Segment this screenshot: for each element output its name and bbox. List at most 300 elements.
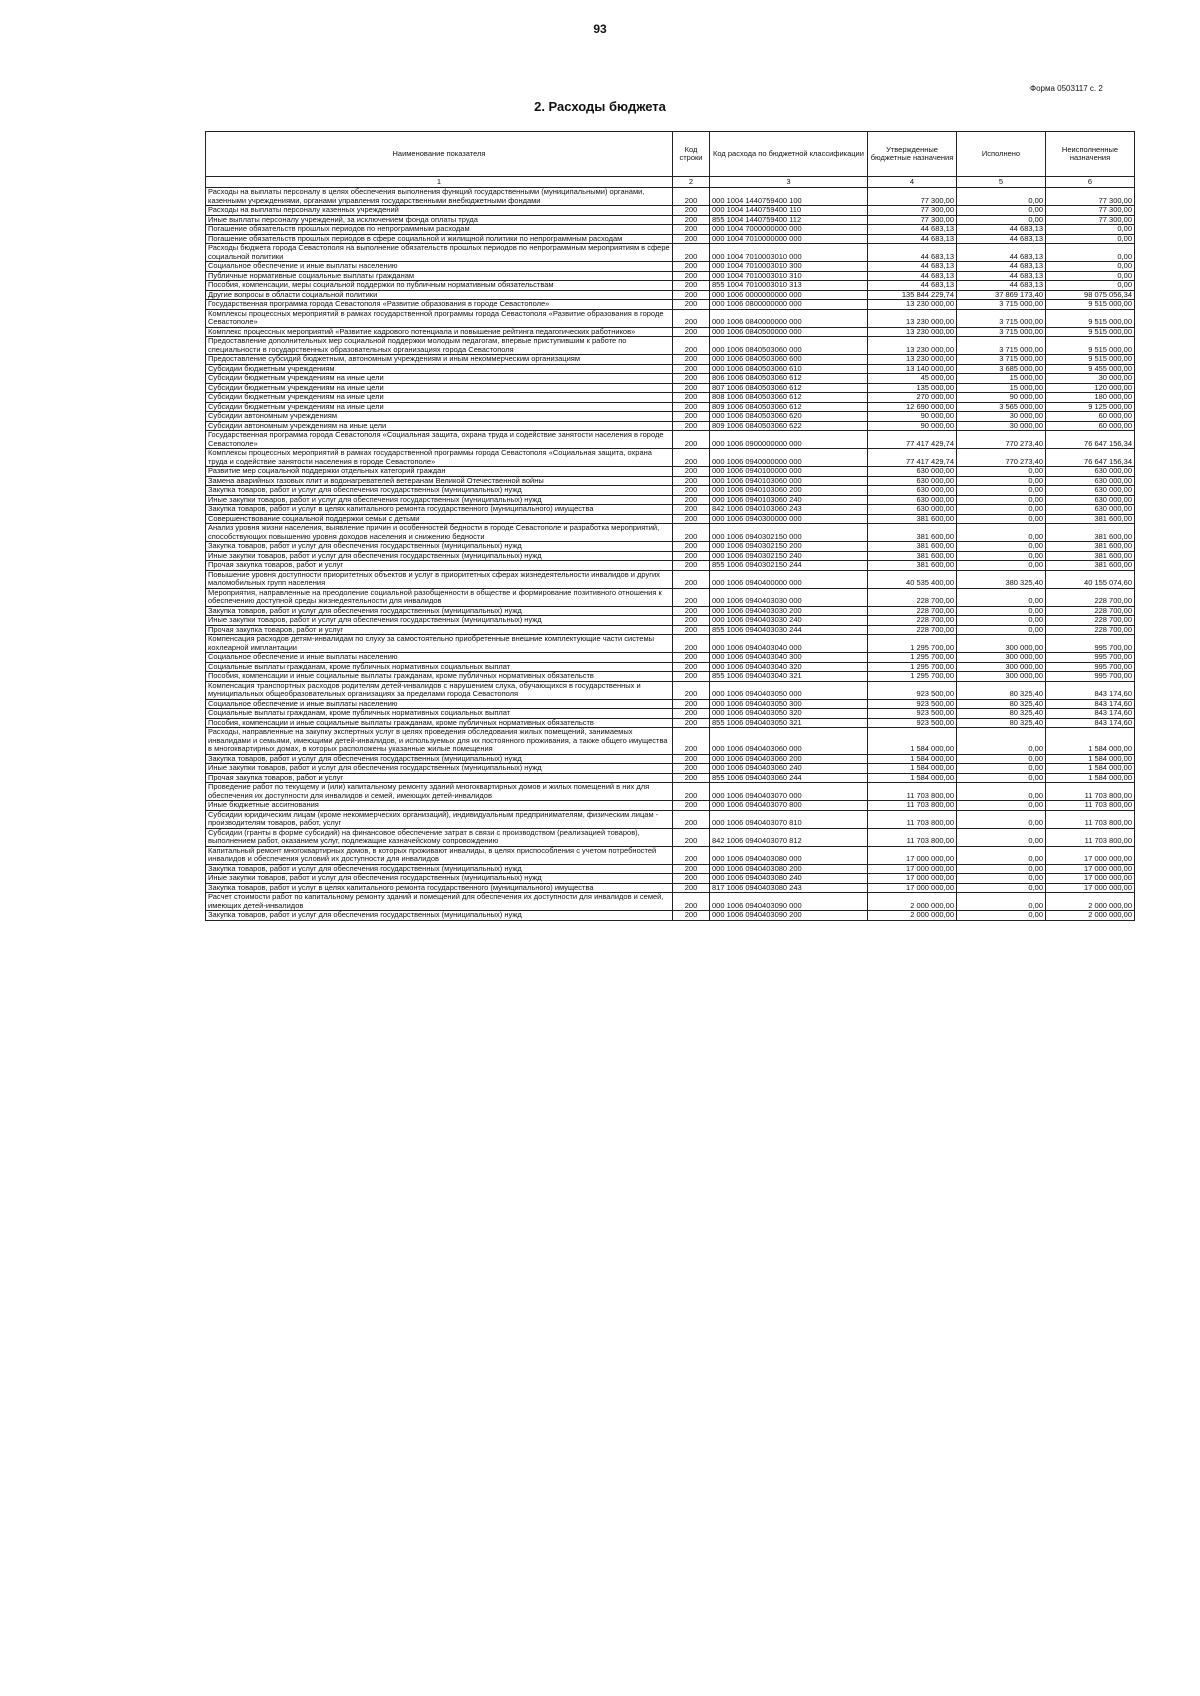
row-budget-code: 855 1004 1440759400 112 (710, 215, 868, 225)
row-unexecuted: 9 515 000,00 (1046, 337, 1135, 355)
row-executed: 0,00 (957, 588, 1046, 606)
row-approved: 11 703 800,00 (868, 783, 957, 801)
row-budget-code: 000 1004 7010003010 310 (710, 271, 868, 281)
row-budget-code: 000 1006 0940403070 800 (710, 801, 868, 811)
table-row (206, 337, 1135, 355)
row-approved: 45 000,00 (868, 374, 957, 384)
row-budget-code: 000 1006 0940403030 000 (710, 588, 868, 606)
row-budget-code: 000 1006 0940103060 000 (710, 476, 868, 486)
row-budget-code: 000 1006 0940300000 000 (710, 514, 868, 524)
row-approved: 11 703 800,00 (868, 810, 957, 828)
row-name: Проведение работ по текущему и (или) капитальному ремонту зданий многоквартирных домов и жилых помещений в них для обеспечения их доступности для инвалидов и семей, имеющих детей-инвалидов (206, 783, 673, 801)
table-row (206, 262, 1135, 272)
row-approved: 44 683,13 (868, 244, 957, 262)
row-name: Социальные выплаты гражданам, кроме публичных нормативных социальных выплат (206, 662, 673, 672)
row-budget-code: 000 1006 0940403040 300 (710, 653, 868, 663)
row-executed: 3 715 000,00 (957, 337, 1046, 355)
row-approved: 1 584 000,00 (868, 754, 957, 764)
row-name: Расчет стоимости работ по капитальному ремонту зданий и помещений для обеспечения их доступности для инвалидов и семей, имеющих детей-инвалидов (206, 893, 673, 911)
row-name: Предоставление субсидий бюджетным, автономным учреждениям и иным некоммерческим организациям (206, 355, 673, 365)
row-executed: 0,00 (957, 801, 1046, 811)
table-row (206, 764, 1135, 774)
row-name: Государственная программа города Севастополя «Социальная защита, охрана труда и содействие занятости населения в городе Севастополе» (206, 431, 673, 449)
row-approved: 923 500,00 (868, 681, 957, 699)
row-budget-code: 817 1006 0940403080 243 (710, 883, 868, 893)
row-unexecuted: 11 703 800,00 (1046, 783, 1135, 801)
row-line-code: 200 (673, 364, 710, 374)
row-budget-code: 808 1006 0840503060 612 (710, 393, 868, 403)
row-line-code: 200 (673, 402, 710, 412)
row-name: Погашение обязательств прошлых периодов по непрограммным расходам (206, 225, 673, 235)
row-approved: 11 703 800,00 (868, 801, 957, 811)
row-budget-code: 000 1006 0940302150 000 (710, 524, 868, 542)
row-name: Субсидии бюджетным учреждениям на иные цели (206, 393, 673, 403)
table-row (206, 374, 1135, 384)
row-approved: 1 295 700,00 (868, 635, 957, 653)
budget-expenses-table (205, 131, 1135, 921)
row-budget-code: 000 1006 0940400000 000 (710, 570, 868, 588)
row-approved: 228 700,00 (868, 606, 957, 616)
table-row (206, 846, 1135, 864)
row-name: Прочая закупка товаров, работ и услуг (206, 561, 673, 571)
row-approved: 77 300,00 (868, 188, 957, 206)
row-line-code: 200 (673, 281, 710, 291)
row-unexecuted: 630 000,00 (1046, 495, 1135, 505)
table-row (206, 431, 1135, 449)
column-number: 3 (710, 177, 868, 188)
row-unexecuted: 77 300,00 (1046, 188, 1135, 206)
row-unexecuted: 630 000,00 (1046, 476, 1135, 486)
row-approved: 11 703 800,00 (868, 828, 957, 846)
row-name: Публичные нормативные социальные выплаты гражданам (206, 271, 673, 281)
row-line-code: 200 (673, 290, 710, 300)
row-unexecuted: 1 584 000,00 (1046, 773, 1135, 783)
table-row (206, 355, 1135, 365)
table-row (206, 773, 1135, 783)
row-name: Социальные выплаты гражданам, кроме публичных нормативных социальных выплат (206, 709, 673, 719)
row-name: Развитие мер социальной поддержки отдельных категорий граждан (206, 467, 673, 477)
row-executed: 90 000,00 (957, 393, 1046, 403)
table-row (206, 551, 1135, 561)
table-row (206, 699, 1135, 709)
row-unexecuted: 381 600,00 (1046, 514, 1135, 524)
row-unexecuted: 1 584 000,00 (1046, 754, 1135, 764)
row-line-code: 200 (673, 431, 710, 449)
row-unexecuted: 995 700,00 (1046, 653, 1135, 663)
row-line-code: 200 (673, 653, 710, 663)
row-line-code: 200 (673, 206, 710, 216)
row-executed: 0,00 (957, 476, 1046, 486)
row-approved: 381 600,00 (868, 551, 957, 561)
row-unexecuted: 77 300,00 (1046, 215, 1135, 225)
table-row (206, 327, 1135, 337)
row-approved: 270 000,00 (868, 393, 957, 403)
row-line-code: 200 (673, 588, 710, 606)
row-line-code: 200 (673, 764, 710, 774)
row-name: Социальное обеспечение и иные выплаты населению (206, 699, 673, 709)
row-unexecuted: 1 584 000,00 (1046, 764, 1135, 774)
row-name: Прочая закупка товаров, работ и услуг (206, 625, 673, 635)
row-line-code: 200 (673, 911, 710, 921)
row-line-code: 200 (673, 699, 710, 709)
column-number-row (206, 177, 1135, 188)
row-name: Иные закупки товаров, работ и услуг для обеспечения государственных (муниципальных) нужд (206, 551, 673, 561)
table-row (206, 402, 1135, 412)
row-executed: 0,00 (957, 215, 1046, 225)
table-row (206, 606, 1135, 616)
row-line-code: 200 (673, 810, 710, 828)
row-budget-code: 000 1006 0940403090 200 (710, 911, 868, 921)
row-line-code: 200 (673, 476, 710, 486)
row-executed: 0,00 (957, 864, 1046, 874)
row-approved: 381 600,00 (868, 542, 957, 552)
row-line-code: 200 (673, 383, 710, 393)
row-approved: 40 535 400,00 (868, 570, 957, 588)
row-approved: 1 584 000,00 (868, 728, 957, 755)
row-name: Предоставление дополнительных мер социальной поддержки молодым педагогам, впервые приступившим к работе по специальности в государственных образовательных организациях города Севастополя (206, 337, 673, 355)
row-budget-code: 000 1006 0940403090 000 (710, 893, 868, 911)
row-executed: 80 325,40 (957, 709, 1046, 719)
row-name: Закупка товаров, работ и услуг для обеспечения государственных (муниципальных) нужд (206, 754, 673, 764)
row-name: Расходы на выплаты персоналу в целях обеспечения выполнения функций государственными (муниципальными) органами, казенными учреждениями, органами управления государственными внебюджетными фондами (206, 188, 673, 206)
row-budget-code: 000 1004 1440759400 100 (710, 188, 868, 206)
row-line-code: 200 (673, 355, 710, 365)
row-name: Закупка товаров, работ и услуг в целях капитального ремонта государственного (муниципального) имущества (206, 505, 673, 515)
row-unexecuted: 9 515 000,00 (1046, 309, 1135, 327)
row-approved: 13 230 000,00 (868, 337, 957, 355)
table-row (206, 486, 1135, 496)
row-unexecuted: 381 600,00 (1046, 524, 1135, 542)
row-line-code: 200 (673, 262, 710, 272)
row-name: Комплексы процессных мероприятий в рамках государственной программы города Севастополя «Развитие образования в городе Севастополе» (206, 309, 673, 327)
row-approved: 90 000,00 (868, 421, 957, 431)
row-executed: 80 325,40 (957, 718, 1046, 728)
row-line-code: 200 (673, 681, 710, 699)
row-approved: 90 000,00 (868, 412, 957, 422)
row-budget-code: 000 1004 7000000000 000 (710, 225, 868, 235)
row-budget-code: 000 1006 0940403080 240 (710, 874, 868, 884)
row-executed: 300 000,00 (957, 653, 1046, 663)
row-executed: 30 000,00 (957, 421, 1046, 431)
row-name: Комплекс процессных мероприятий «Развитие кадрового потенциала и повышение рейтинга педагогических работников» (206, 327, 673, 337)
row-name: Прочая закупка товаров, работ и услуг (206, 773, 673, 783)
row-approved: 13 140 000,00 (868, 364, 957, 374)
row-executed: 0,00 (957, 828, 1046, 846)
row-name: Социальное обеспечение и иные выплаты населению (206, 262, 673, 272)
row-executed: 37 869 173,40 (957, 290, 1046, 300)
row-executed: 300 000,00 (957, 672, 1046, 682)
row-executed: 300 000,00 (957, 635, 1046, 653)
row-name: Иные закупки товаров, работ и услуг для обеспечения государственных (муниципальных) нужд (206, 495, 673, 505)
row-executed: 0,00 (957, 616, 1046, 626)
row-line-code: 200 (673, 570, 710, 588)
row-executed: 0,00 (957, 467, 1046, 477)
row-budget-code: 000 1006 0940100000 000 (710, 467, 868, 477)
row-unexecuted: 2 000 000,00 (1046, 911, 1135, 921)
row-unexecuted: 843 174,60 (1046, 681, 1135, 699)
row-budget-code: 000 1006 0940403070 810 (710, 810, 868, 828)
row-unexecuted: 9 515 000,00 (1046, 327, 1135, 337)
row-line-code: 200 (673, 801, 710, 811)
row-line-code: 200 (673, 467, 710, 477)
row-unexecuted: 381 600,00 (1046, 561, 1135, 571)
row-unexecuted: 9 515 000,00 (1046, 300, 1135, 310)
row-unexecuted: 98 075 056,34 (1046, 290, 1135, 300)
row-line-code: 200 (673, 234, 710, 244)
row-line-code: 200 (673, 327, 710, 337)
header-row (206, 132, 1135, 177)
row-approved: 630 000,00 (868, 505, 957, 515)
row-budget-code: 000 1006 0940403040 320 (710, 662, 868, 672)
row-budget-code: 000 1006 0840503060 600 (710, 355, 868, 365)
row-unexecuted: 995 700,00 (1046, 672, 1135, 682)
row-executed: 380 325,40 (957, 570, 1046, 588)
row-name: Замена аварийных газовых плит и водонагревателей ветеранам Великой Отечественной войны (206, 476, 673, 486)
header-budget-code: Код расхода по бюджетной классификации (710, 132, 868, 177)
row-executed: 770 273,40 (957, 449, 1046, 467)
column-number: 1 (206, 177, 673, 188)
row-executed: 0,00 (957, 561, 1046, 571)
row-line-code: 200 (673, 635, 710, 653)
row-name: Субсидии юридическим лицам (кроме некоммерческих организаций), индивидуальным предпринимателям, физическим лицам - производителям товаров, работ, услуг (206, 810, 673, 828)
row-approved: 13 230 000,00 (868, 309, 957, 327)
row-executed: 44 683,13 (957, 271, 1046, 281)
row-name: Закупка товаров, работ и услуг для обеспечения государственных (муниципальных) нужд (206, 864, 673, 874)
column-number: 5 (957, 177, 1046, 188)
row-budget-code: 000 1006 0840503060 000 (710, 337, 868, 355)
table-row (206, 672, 1135, 682)
table-row (206, 393, 1135, 403)
table-row (206, 570, 1135, 588)
table-row (206, 514, 1135, 524)
row-approved: 17 000 000,00 (868, 874, 957, 884)
row-executed: 15 000,00 (957, 383, 1046, 393)
table-row (206, 874, 1135, 884)
row-unexecuted: 228 700,00 (1046, 588, 1135, 606)
table-row (206, 364, 1135, 374)
row-executed: 15 000,00 (957, 374, 1046, 384)
row-unexecuted: 9 125 000,00 (1046, 402, 1135, 412)
row-name: Иные закупки товаров, работ и услуг для обеспечения государственных (муниципальных) нужд (206, 764, 673, 774)
row-name: Субсидии автономным учреждениям (206, 412, 673, 422)
table-row (206, 681, 1135, 699)
row-name: Иные выплаты персоналу учреждений, за исключением фонда оплаты труда (206, 215, 673, 225)
row-approved: 44 683,13 (868, 262, 957, 272)
row-executed: 0,00 (957, 911, 1046, 921)
row-line-code: 200 (673, 514, 710, 524)
row-unexecuted: 1 584 000,00 (1046, 728, 1135, 755)
column-number: 2 (673, 177, 710, 188)
column-number: 4 (868, 177, 957, 188)
row-approved: 44 683,13 (868, 281, 957, 291)
row-approved: 13 230 000,00 (868, 327, 957, 337)
row-unexecuted: 30 000,00 (1046, 374, 1135, 384)
row-executed: 3 715 000,00 (957, 327, 1046, 337)
row-budget-code: 000 1006 0940403050 000 (710, 681, 868, 699)
row-budget-code: 855 1006 0940403060 244 (710, 773, 868, 783)
row-budget-code: 000 1006 0840503060 610 (710, 364, 868, 374)
row-approved: 77 300,00 (868, 206, 957, 216)
row-approved: 2 000 000,00 (868, 893, 957, 911)
row-name: Государственная программа города Севастополя «Развитие образования в городе Севастополе» (206, 300, 673, 310)
row-line-code: 200 (673, 846, 710, 864)
row-unexecuted: 17 000 000,00 (1046, 883, 1135, 893)
table-row (206, 588, 1135, 606)
table-row (206, 718, 1135, 728)
row-unexecuted: 76 647 156,34 (1046, 431, 1135, 449)
row-budget-code: 000 1006 0000000000 000 (710, 290, 868, 300)
table-row (206, 801, 1135, 811)
row-approved: 630 000,00 (868, 476, 957, 486)
row-executed: 0,00 (957, 874, 1046, 884)
row-line-code: 200 (673, 225, 710, 235)
table-row (206, 383, 1135, 393)
header-approved: Утвержденные бюджетные назначения (868, 132, 957, 177)
row-unexecuted: 17 000 000,00 (1046, 874, 1135, 884)
row-name: Закупка товаров, работ и услуг для обеспечения государственных (муниципальных) нужд (206, 911, 673, 921)
row-approved: 228 700,00 (868, 588, 957, 606)
row-budget-code: 000 1006 0940403060 200 (710, 754, 868, 764)
row-budget-code: 000 1006 0940103060 240 (710, 495, 868, 505)
row-budget-code: 000 1006 0940403050 320 (710, 709, 868, 719)
row-budget-code: 000 1006 0940403030 240 (710, 616, 868, 626)
row-line-code: 200 (673, 524, 710, 542)
row-executed: 0,00 (957, 495, 1046, 505)
table-row (206, 728, 1135, 755)
row-name: Мероприятия, направленные на преодоление социальной разобщенности в обществе и формирование позитивного отношения к обеспечению доступной среды жизнедеятельности для инвалидов (206, 588, 673, 606)
table-row (206, 828, 1135, 846)
table-row (206, 893, 1135, 911)
row-executed: 0,00 (957, 773, 1046, 783)
table-row (206, 883, 1135, 893)
row-line-code: 200 (673, 215, 710, 225)
row-executed: 80 325,40 (957, 699, 1046, 709)
row-name: Иные закупки товаров, работ и услуг для обеспечения государственных (муниципальных) нужд (206, 616, 673, 626)
table-row (206, 225, 1135, 235)
row-executed: 3 685 000,00 (957, 364, 1046, 374)
row-name: Компенсация транспортных расходов родителям детей-инвалидов с нарушением слуха, обучающихся в государственных и муниципальных общеобразовательных организациях за пределами города Севастополя (206, 681, 673, 699)
row-executed: 0,00 (957, 551, 1046, 561)
row-budget-code: 000 1004 7010000000 000 (710, 234, 868, 244)
table-row (206, 244, 1135, 262)
row-name: Субсидии бюджетным учреждениям на иные цели (206, 402, 673, 412)
row-executed: 44 683,13 (957, 281, 1046, 291)
row-executed: 3 715 000,00 (957, 309, 1046, 327)
row-executed: 0,00 (957, 625, 1046, 635)
row-line-code: 200 (673, 662, 710, 672)
row-executed: 0,00 (957, 524, 1046, 542)
row-budget-code: 000 1006 0940000000 000 (710, 449, 868, 467)
table-row (206, 449, 1135, 467)
row-unexecuted: 0,00 (1046, 225, 1135, 235)
row-name: Анализ уровня жизни населения, выявление причин и особенностей бедности в городе Севастополе и разработка мероприятий, способствующих повышению уровня доходов населения и снижению бедности (206, 524, 673, 542)
row-unexecuted: 60 000,00 (1046, 421, 1135, 431)
row-executed: 44 683,13 (957, 234, 1046, 244)
row-name: Компенсация расходов детям-инвалидам по слуху за самостоятельно приобретенные внешние комплектующие части системы кохлеарной имплантации (206, 635, 673, 653)
row-unexecuted: 228 700,00 (1046, 625, 1135, 635)
table-row (206, 709, 1135, 719)
row-budget-code: 855 1006 0940302150 244 (710, 561, 868, 571)
row-name: Закупка товаров, работ и услуг для обеспечения государственных (муниципальных) нужд (206, 486, 673, 496)
row-budget-code: 000 1004 7010003010 300 (710, 262, 868, 272)
table-row (206, 309, 1135, 327)
row-budget-code: 000 1006 0840500000 000 (710, 327, 868, 337)
row-line-code: 200 (673, 606, 710, 616)
row-approved: 77 417 429,74 (868, 449, 957, 467)
row-executed: 0,00 (957, 728, 1046, 755)
row-approved: 630 000,00 (868, 495, 957, 505)
row-line-code: 200 (673, 625, 710, 635)
row-executed: 0,00 (957, 846, 1046, 864)
row-budget-code: 000 1006 0940403080 000 (710, 846, 868, 864)
row-line-code: 200 (673, 551, 710, 561)
row-approved: 630 000,00 (868, 486, 957, 496)
row-name: Пособия, компенсации, меры социальной поддержки по публичным нормативным обязательствам (206, 281, 673, 291)
row-executed: 3 565 000,00 (957, 402, 1046, 412)
row-name: Другие вопросы в области социальной политики (206, 290, 673, 300)
row-approved: 630 000,00 (868, 467, 957, 477)
row-budget-code: 000 1006 0940403030 200 (710, 606, 868, 616)
row-approved: 44 683,13 (868, 234, 957, 244)
row-budget-code: 855 1006 0940403040 321 (710, 672, 868, 682)
row-line-code: 200 (673, 864, 710, 874)
table-row (206, 505, 1135, 515)
table-row (206, 271, 1135, 281)
table-row (206, 467, 1135, 477)
row-unexecuted: 0,00 (1046, 271, 1135, 281)
row-name: Социальное обеспечение и иные выплаты населению (206, 653, 673, 663)
row-name: Субсидии (гранты в форме субсидий) на финансовое обеспечение затрат в связи с производством (реализацией товаров), выполнением работ, оказанием услуг, подлежащие казначейскому сопровождению (206, 828, 673, 846)
column-number: 6 (1046, 177, 1135, 188)
row-unexecuted: 9 455 000,00 (1046, 364, 1135, 374)
row-executed: 0,00 (957, 783, 1046, 801)
row-approved: 228 700,00 (868, 625, 957, 635)
row-line-code: 200 (673, 883, 710, 893)
row-budget-code: 000 1004 7010003010 000 (710, 244, 868, 262)
row-name: Расходы на выплаты персоналу казенных учреждений (206, 206, 673, 216)
row-unexecuted: 0,00 (1046, 281, 1135, 291)
row-approved: 228 700,00 (868, 616, 957, 626)
row-name: Субсидии бюджетным учреждениям на иные цели (206, 383, 673, 393)
row-approved: 1 295 700,00 (868, 653, 957, 663)
row-budget-code: 000 1006 0800000000 000 (710, 300, 868, 310)
row-approved: 1 295 700,00 (868, 662, 957, 672)
row-line-code: 200 (673, 874, 710, 884)
row-executed: 0,00 (957, 542, 1046, 552)
report-title: 2. Расходы бюджета (534, 99, 666, 114)
row-line-code: 200 (673, 188, 710, 206)
row-line-code: 200 (673, 828, 710, 846)
row-approved: 13 230 000,00 (868, 355, 957, 365)
form-label: Форма 0503117 с. 2 (1030, 84, 1103, 93)
row-line-code: 200 (673, 449, 710, 467)
row-budget-code: 000 1006 0840000000 000 (710, 309, 868, 327)
row-unexecuted: 0,00 (1046, 262, 1135, 272)
row-executed: 0,00 (957, 810, 1046, 828)
row-line-code: 200 (673, 486, 710, 496)
row-name: Комплексы процессных мероприятий в рамках государственной программы города Севастополя «Социальная защита, охрана труда и содействие занятости населения в городе Севастополе» (206, 449, 673, 467)
row-budget-code: 000 1004 1440759400 110 (710, 206, 868, 216)
row-budget-code: 842 1006 0940403070 812 (710, 828, 868, 846)
row-approved: 44 683,13 (868, 225, 957, 235)
row-budget-code: 000 1006 0940403070 000 (710, 783, 868, 801)
row-budget-code: 809 1006 0840503060 612 (710, 402, 868, 412)
row-name: Погашение обязательств прошлых периодов в сфере социальной и жилищной политики по непрограммным расходам (206, 234, 673, 244)
table-body (206, 188, 1135, 921)
row-executed: 0,00 (957, 206, 1046, 216)
row-executed: 0,00 (957, 505, 1046, 515)
row-budget-code: 842 1006 0940103060 243 (710, 505, 868, 515)
